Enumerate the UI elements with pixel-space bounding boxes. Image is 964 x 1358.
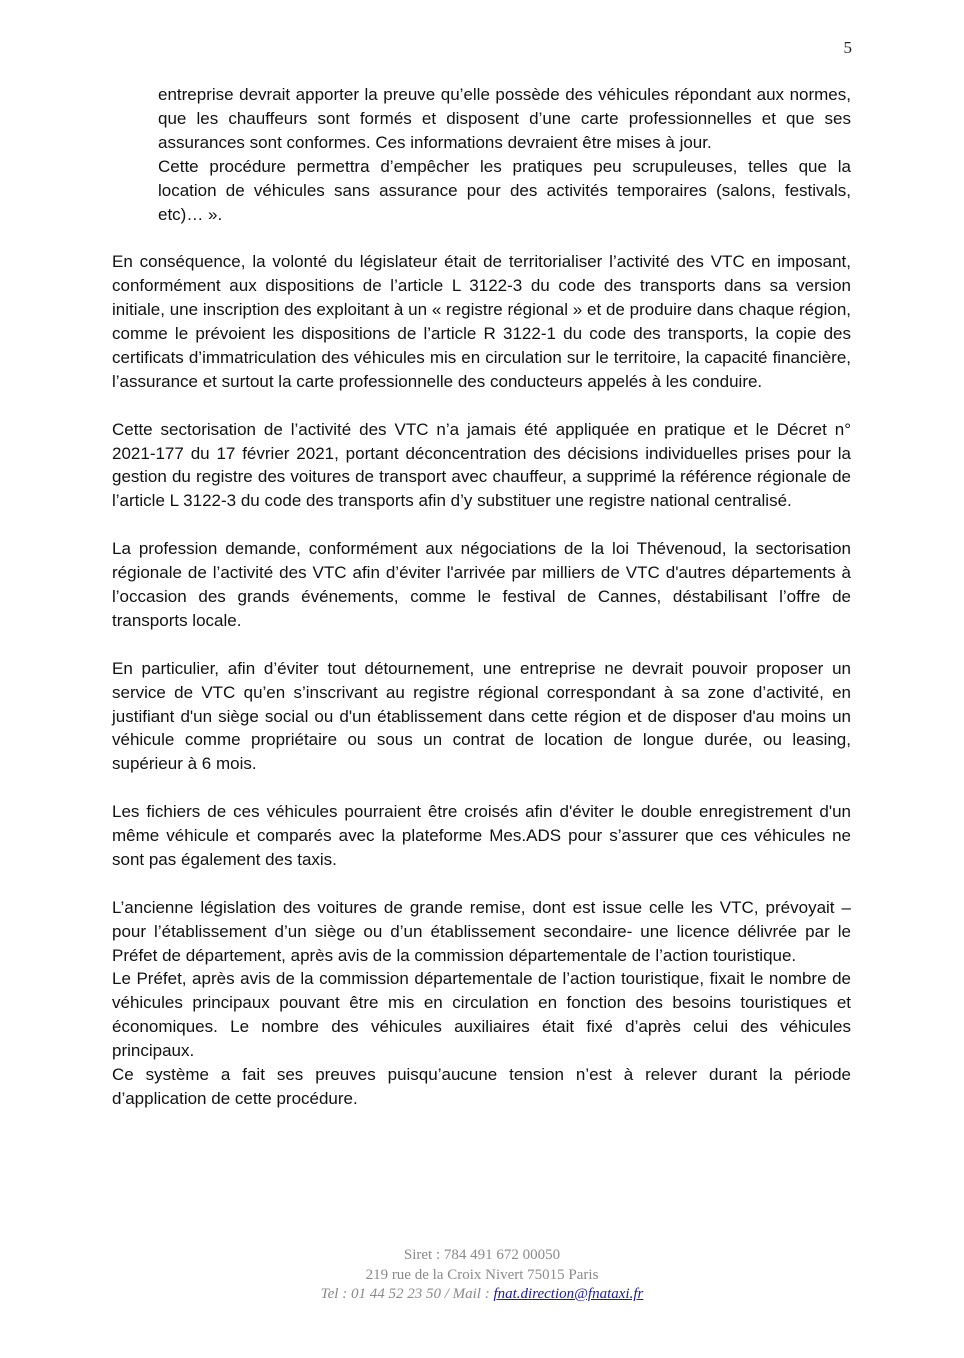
paragraph-line: Les fichiers de ces véhicules pourraient être croisés afin d'éviter le double enregistrement d'un même véhicule et comparés avec la plateforme Mes.ADS pour s’assurer que ces véhicules ne sont pas également des taxis. <box>112 802 851 869</box>
footer-address: 219 rue de la Croix Nivert 75015 Paris <box>365 1266 599 1283</box>
page-footer <box>0 1246 964 1305</box>
paragraph-line: En particulier, afin d’éviter tout détournement, une entreprise ne devrait pouvoir proposer un service de VTC qu’en s’inscrivant au registre régional correspondant à sa zone d’activité, en justifiant d'un siège social ou d'un établissement dans cette région et de disposer d'au moins un véhicule comme propriétaire ou sous un contrat de location de longue durée, ou leasing, supérieur à 6 mois. <box>112 658 851 774</box>
paragraph-vehicle-files <box>112 800 851 872</box>
quoted-paragraph <box>158 83 851 226</box>
footer-siret: Siret : 784 491 672 00050 <box>403 1247 561 1263</box>
page-number: 5 <box>843 38 852 57</box>
paragraph-line: Ce système a fait ses preuves puisqu’aucune tension n’est à relever durant la période d’application de cette procédure. <box>112 1065 851 1108</box>
paragraph-line: L’ancienne législation des voitures de grande remise, dont est issue celle les VTC, prévoyait – pour l’établissement d’un siège ou d’un établissement secondaire- une licence délivrée par le Préfet de département, après avis de la commission départementale de l’action touristique. <box>112 897 851 965</box>
paragraph-profession-demand <box>112 537 851 633</box>
paragraph-line: La profession demande, conformément aux négociations de la loi Thévenoud, la sectorisation régionale de l’activité des VTC afin d’éviter l'arrivée par milliers de VTC d'autres départements à l’occasion des grands événements, comme le festival de Cannes, déstabilisant l’offre de transports locale. <box>112 539 851 630</box>
paragraph-registration <box>112 657 851 777</box>
document-body <box>112 83 851 1135</box>
footer-email-link[interactable]: fnat.direction@fnataxi.fr <box>493 1286 644 1302</box>
paragraph-sectorisation <box>112 418 851 514</box>
footer-phone: Tel : 01 44 52 23 50 / Mail : <box>320 1286 494 1302</box>
paragraph-territorialisation <box>112 250 851 393</box>
paragraph-line: Le Préfet, après avis de la commission départementale de l’action touristique, fixait le nombre de véhicules principaux pouvant être mis en circulation en fonction des besoins touristiques et économiques. Le nombre des véhicules auxiliaires était fixé d’après celui des véhicules principaux. <box>112 969 851 1061</box>
paragraph-line: En conséquence, la volonté du législateur était de territorialiser l’activité des VTC en imposant, conformément aux dispositions de l’article L 3122-3 du code des transports dans sa version initiale, une inscription des exploitant à un « registre régional » et de produire dans chaque région, comme le prévoient les dispositions de l’article R 3122-1 du code des transports, la copie des certificats d’immatriculation des véhicules mis en circulation sur le territoire, la capacité financière, l’assurance et surtout la carte professionnelle des conducteurs appelés à les conduire. <box>112 252 851 391</box>
paragraph-grande-remise <box>112 896 851 1111</box>
footer-contact <box>0 1285 964 1305</box>
quote-line: entreprise devrait apporter la preuve qu’elle possède des véhicules répondant aux normes, que les chauffeurs sont formés et disposent d’une carte professionnelles et que ses assurances sont conformes. Ces informations devraient être mises à jour. <box>158 85 851 152</box>
paragraph-line: Cette sectorisation de l’activité des VTC n’a jamais été appliquée en pratique et le Décret n° 2021-177 du 17 février 2021, portant déconcentration des décisions individuelles prises pour la gestion du registre des voitures de transport avec chauffeur, a supprimé la référence régionale de l’article L 3122-3 du code des transports afin d’y substituer une registre national centralisé. <box>112 419 851 511</box>
quote-line: Cette procédure permettra d’empêcher les pratiques peu scrupuleuses, telles que la location de véhicules sans assurance pour des activités temporaires (salons, festivals, etc)… ». <box>158 156 851 224</box>
